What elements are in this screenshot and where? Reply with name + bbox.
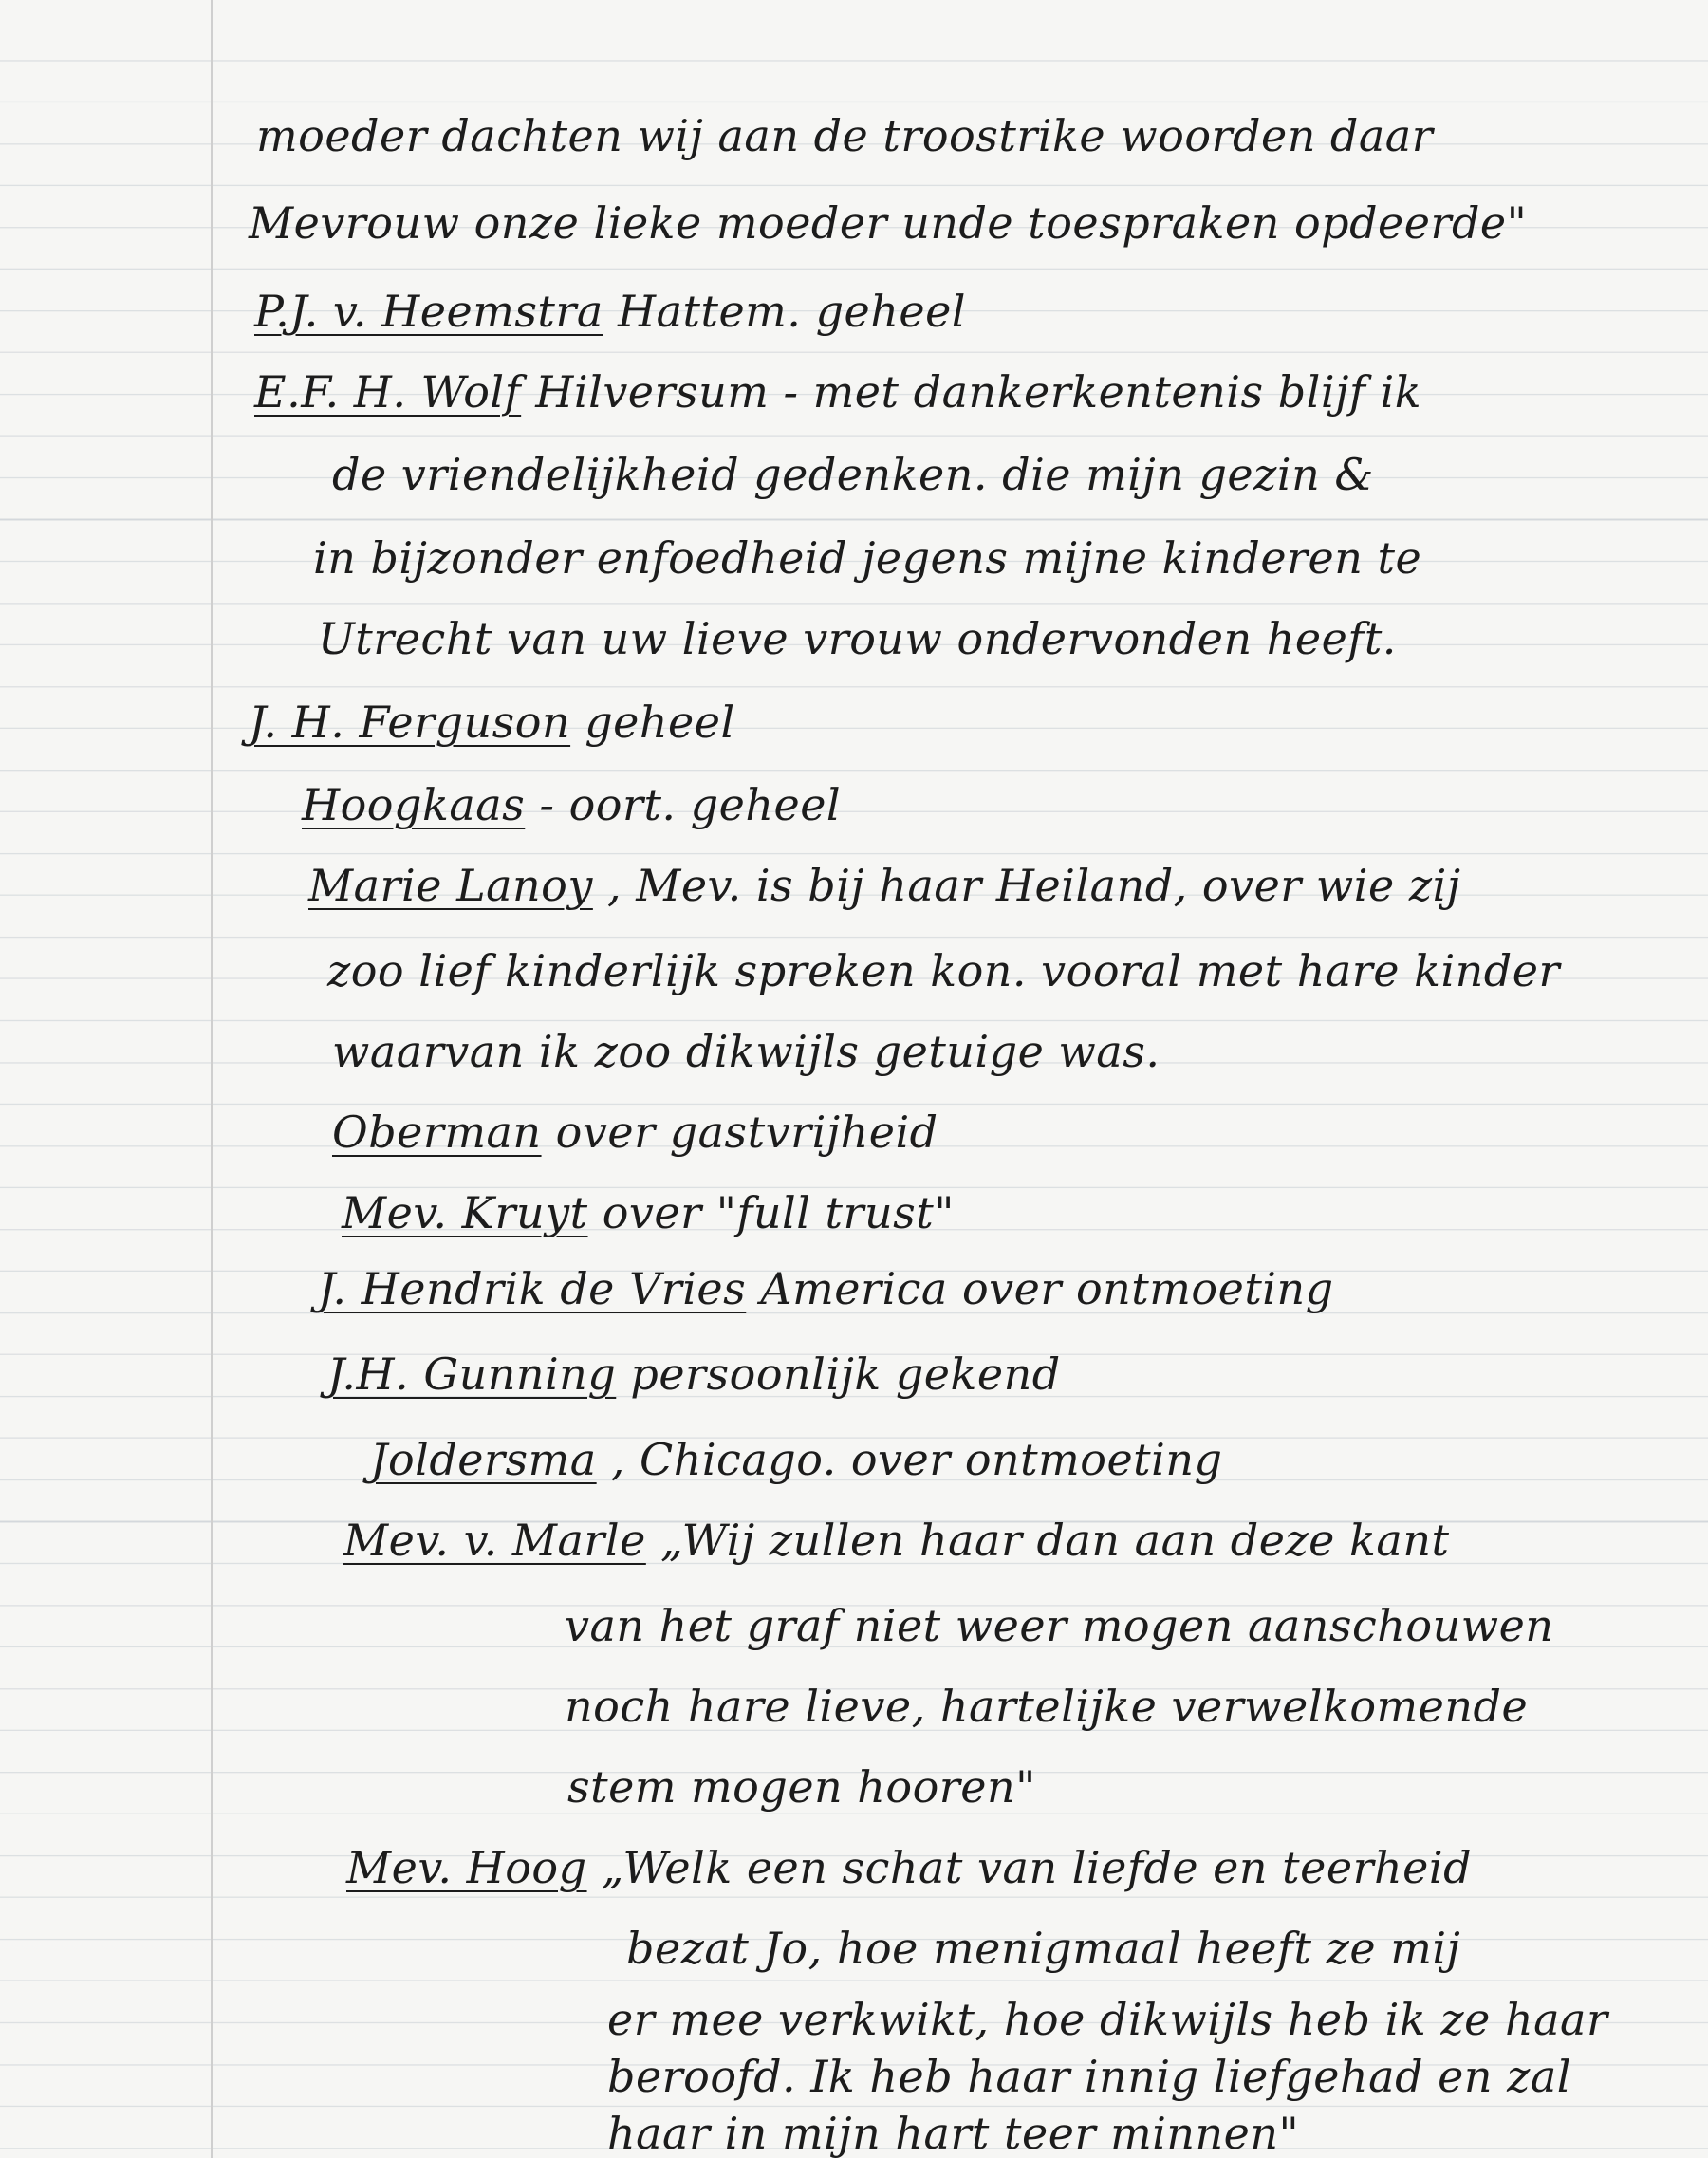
line-14-text: over "full trust" (602, 1187, 955, 1238)
text-line-19 (565, 1600, 1554, 1651)
text-line-20 (565, 1681, 1529, 1732)
line-10-text: , Mev. is bij haar Heiland, over wie zij (606, 860, 1461, 911)
line-3-place: Hattem. (617, 286, 802, 337)
text-line-5 (332, 449, 1374, 500)
line-10-name: Marie Lanoy (308, 860, 593, 911)
line-3-name: P.J. v. Heemstra (254, 286, 603, 337)
text-line-9 (302, 779, 842, 830)
line-14-name: Mev. Kruyt (342, 1187, 588, 1238)
line-25-text: beroofd. Ik heb haar innig liefgehad en zal (607, 2051, 1571, 2102)
line-17-place: , Chicago. (610, 1434, 837, 1485)
text-line-4 (254, 366, 1422, 418)
line-15-text: over ontmoeting (961, 1263, 1334, 1314)
line-7-text: Utrecht van uw lieve vrouw ondervonden heeft. (318, 613, 1397, 664)
line-4-place: Hilversum - (535, 366, 799, 418)
text-line-23 (626, 1923, 1461, 1974)
text-line-25 (607, 2051, 1571, 2102)
line-4-text: met dankerkentenis blijf ik (812, 366, 1422, 418)
margin-rule (211, 0, 213, 2158)
text-line-1 (256, 110, 1434, 161)
line-15-name: J. Hendrik de Vries (318, 1263, 747, 1314)
line-5-text: de vriendelijkheid gedenken. die mijn gezin & (332, 449, 1374, 500)
text-line-2 (249, 197, 1528, 249)
line-22-text: „Welk een schat van liefde en teerheid (601, 1842, 1473, 1893)
line-21-text: stem mogen hooren" (567, 1761, 1036, 1813)
text-line-8 (249, 697, 735, 748)
line-24-text: er mee verkwikt, hoe dikwijls heb ik ze haar (607, 1994, 1608, 2045)
text-line-3 (254, 286, 967, 337)
text-line-15 (318, 1263, 1334, 1314)
text-line-7 (318, 613, 1397, 664)
line-6-text: in bijzonder enfoedheid jegens mijne kinderen te (313, 532, 1422, 584)
text-line-14 (342, 1187, 955, 1238)
text-line-24 (607, 1994, 1608, 2045)
text-line-6 (313, 532, 1422, 584)
line-18-name: Mev. v. Marle (343, 1515, 646, 1566)
line-9-text: - oort. geheel (539, 779, 842, 830)
line-11-text: zoo lief kinderlijk spreken kon. vooral met hare kinder (327, 945, 1560, 996)
text-line-17 (370, 1434, 1223, 1485)
text-line-12 (332, 1026, 1160, 1077)
text-line-10 (308, 860, 1461, 911)
text-line-16 (327, 1349, 1061, 1400)
line-15-place: America (760, 1263, 948, 1314)
text-line-18 (343, 1515, 1450, 1566)
line-13-text: over gastvrijheid (555, 1107, 938, 1158)
line-3-text: geheel (815, 286, 967, 337)
line-23-text: bezat Jo, hoe menigmaal heeft ze mij (626, 1923, 1461, 1974)
line-17-text: over ontmoeting (850, 1434, 1223, 1485)
line-12-text: waarvan ik zoo dikwijls getuige was. (332, 1026, 1160, 1077)
line-16-name: J.H. Gunning (327, 1349, 617, 1400)
line-18-text: „Wij zullen haar dan aan deze kant (659, 1515, 1450, 1566)
line-1-text: moeder dachten wij aan de troostrike woorden daar (256, 110, 1434, 161)
line-4-name: E.F. H. Wolf (254, 366, 522, 418)
text-line-26 (607, 2108, 1300, 2158)
line-9-name: Hoogkaas (302, 779, 526, 830)
text-line-11 (327, 945, 1560, 996)
line-22-name: Mev. Hoog (346, 1842, 587, 1893)
line-19-text: van het graf niet weer mogen aanschouwen (565, 1600, 1554, 1651)
text-line-21 (567, 1761, 1036, 1813)
line-8-name: J. H. Ferguson (249, 697, 571, 748)
text-line-22 (346, 1842, 1473, 1893)
line-20-text: noch hare lieve, hartelijke verwelkomende (565, 1681, 1529, 1732)
line-8-text: geheel (585, 697, 735, 748)
line-17-name: Joldersma (370, 1434, 597, 1485)
text-line-13 (332, 1107, 938, 1158)
line-26-text: haar in mijn hart teer minnen" (607, 2108, 1300, 2158)
line-2-text: Mevrouw onze lieke moeder unde toespraken opdeerde" (249, 197, 1528, 249)
line-13-name: Oberman (332, 1107, 542, 1158)
line-16-text: persoonlijk gekend (630, 1349, 1061, 1400)
